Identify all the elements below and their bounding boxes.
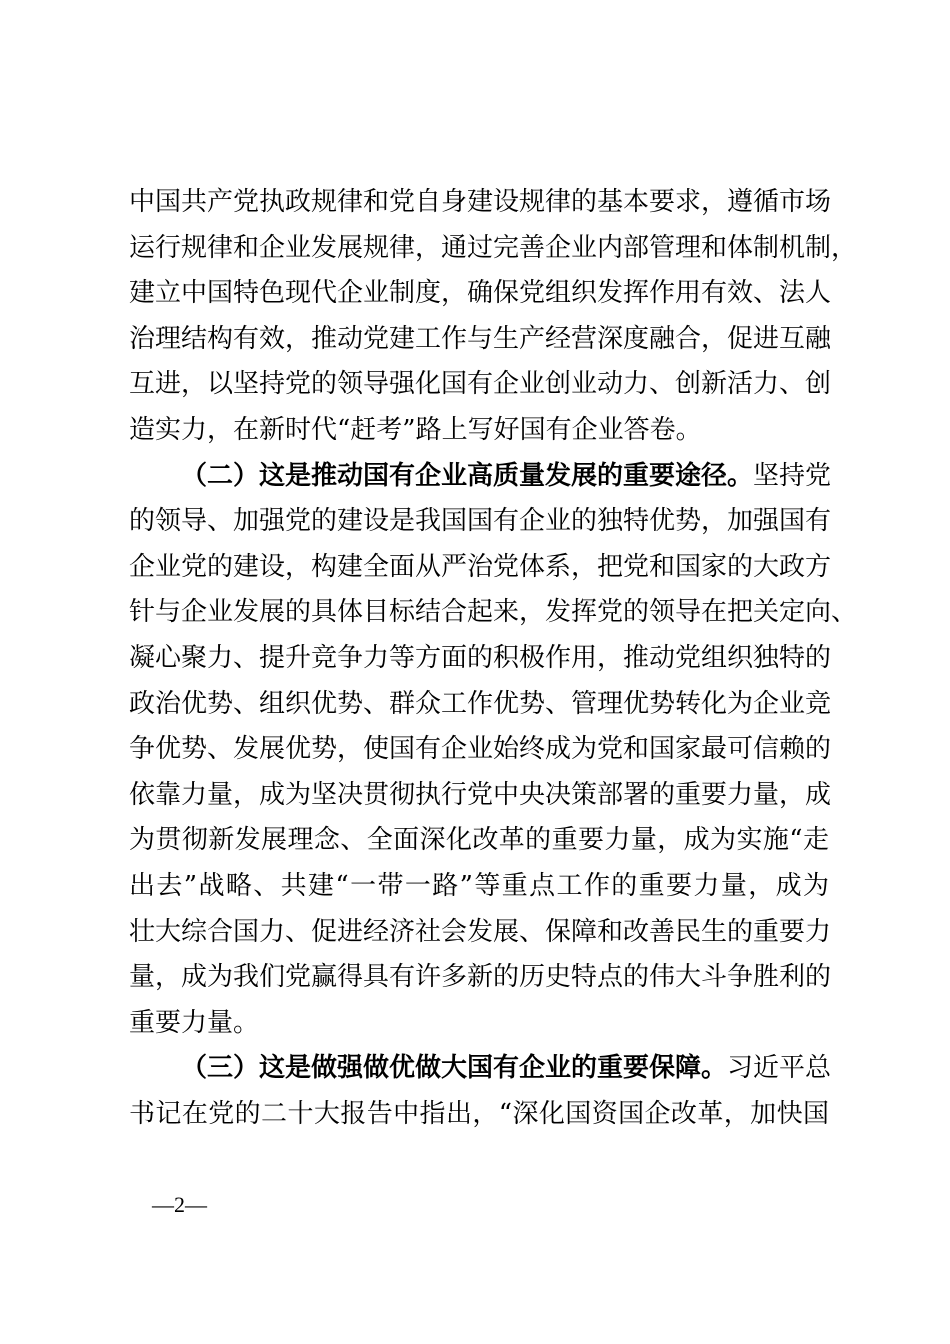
text-line: 政治优势、组织优势、群众工作优势、管理优势转化为企业竞 xyxy=(129,688,832,719)
paragraph-1 xyxy=(129,180,858,454)
text-line: 出去”战略、共建“一带一路”等重点工作的重要力量，成为 xyxy=(129,870,829,901)
text-line: 针与企业发展的具体目标结合起来，发挥党的领导在把关定向、 xyxy=(129,597,858,628)
text-line: 企业党的建设，构建全面从严治党体系，把党和国家的大政方 xyxy=(129,551,832,582)
text-line: 建立中国特色现代企业制度，确保党组织发挥作用有效、法人 xyxy=(129,278,832,309)
text-line: 书记在党的二十大报告中指出，“深化国资国企改革，加快国 xyxy=(129,1098,829,1129)
section-heading: （三）这是做强做优做大国有企业的重要保障。 xyxy=(181,1053,728,1084)
text-line: 运行规律和企业发展规律，通过完善企业内部管理和体制机制， xyxy=(129,232,858,263)
text-line: 中国共产党执政规律和党自身建设规律的基本要求，遵循市场 xyxy=(129,187,832,217)
text-line: 壮大综合国力、促进经济社会发展、保障和改善民生的重要力 xyxy=(129,916,832,947)
text-line: 凝心聚力、提升竞争力等方面的积极作用，推动党组织独特的 xyxy=(129,642,832,673)
text-line xyxy=(129,454,832,500)
text-line: 为贯彻新发展理念、全面深化改革的重要力量，成为实施“走 xyxy=(129,825,829,856)
section-heading: （二）这是推动国有企业高质量发展的重要途径。 xyxy=(181,460,754,491)
text-line: 治理结构有效，推动党建工作与生产经营深度融合，促进互融 xyxy=(129,323,832,354)
paragraph-2 xyxy=(129,454,858,1047)
body-text xyxy=(129,180,858,1137)
text-line xyxy=(129,1046,832,1092)
text-line: 依靠力量，成为坚决贯彻执行党中央决策部署的重要力量，成 xyxy=(129,779,832,810)
text-line: 造实力，在新时代“赶考”路上写好国有企业答卷。 xyxy=(129,414,702,445)
text-line: 量，成为我们党赢得具有许多新的历史特点的伟大斗争胜利的 xyxy=(129,962,832,993)
text-run: 习近平总 xyxy=(727,1053,832,1084)
page-number: —2— xyxy=(152,1192,207,1217)
text-line: 重要力量。 xyxy=(129,1007,260,1038)
text-run: 坚持党 xyxy=(753,460,832,491)
text-line: 的领导、加强党的建设是我国国有企业的独特优势，加强国有 xyxy=(129,506,832,537)
paragraph-3 xyxy=(129,1046,832,1137)
text-line: 互进，以坚持党的领导强化国有企业创业动力、创新活力、创 xyxy=(129,369,832,400)
text-line: 争优势、发展优势，使国有企业始终成为党和国家最可信赖的 xyxy=(129,734,832,765)
